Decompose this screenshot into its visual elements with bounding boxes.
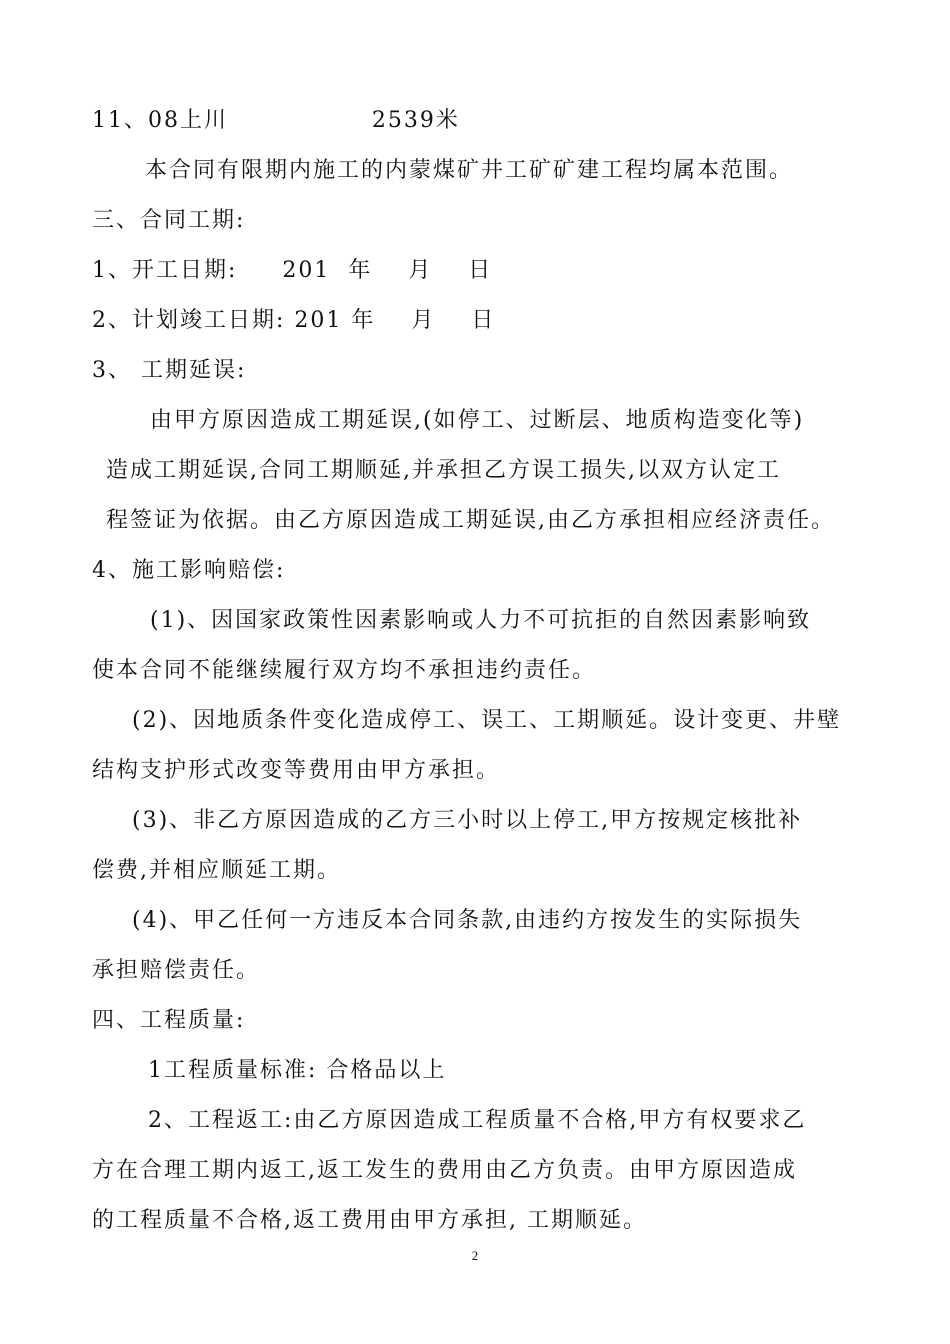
- text-line-16: 偿费,并相应顺延工期。: [92, 858, 341, 883]
- text-line-22: 方在合理工期内返工,返工发生的费用由乙方负责。由甲方原因造成: [92, 1158, 797, 1183]
- text-line-18: 承担赔偿责任。: [92, 958, 261, 983]
- text-line-2: 本合同有限期内施工的内蒙煤矿井工矿矿建工程均属本范围。: [145, 158, 794, 183]
- text-line-20: 1工程质量标准: 合格品以上: [148, 1058, 447, 1083]
- text-line-9: 程签证为依据。由乙方原因造成工期延误,由乙方承担相应经济责任。: [106, 508, 835, 533]
- text-line-21: 2、工程返工:由乙方原因造成工程质量不合格,甲方有权要求乙: [148, 1108, 807, 1133]
- text-line-7: 由甲方原因造成工期延误,(如停工、过断层、地质构造变化等): [150, 408, 805, 433]
- text-line-1: 11、08上川 2539米: [92, 108, 460, 133]
- section-heading-schedule: 三、合同工期:: [92, 208, 246, 233]
- text-line-13: (2)、因地质条件变化造成停工、误工、工期顺延。设计变更、井壁: [132, 708, 842, 733]
- text-line-5: 2、计划竣工日期: 201 年 月 日: [92, 308, 496, 333]
- text-line-4: 1、开工日期: 201 年 月 日: [92, 258, 493, 283]
- text-line-17: (4)、甲乙任何一方违反本合同条款,由违约方按发生的实际损失: [132, 908, 803, 933]
- text-line-14: 结构支护形式改变等费用由甲方承担。: [92, 758, 501, 783]
- section-heading-quality: 四、工程质量:: [92, 1008, 246, 1033]
- text-line-10: 4、施工影响赔偿:: [92, 558, 286, 583]
- page-number: 2: [471, 1248, 479, 1263]
- text-line-11: (1)、因国家政策性因素影响或人力不可抗拒的自然因素影响致: [150, 608, 812, 633]
- text-line-8: 造成工期延误,合同工期顺延,并承担乙方误工损失,以双方认定工: [106, 458, 781, 483]
- text-line-6: 3、 工期延误:: [92, 358, 247, 383]
- text-line-23: 的工程质量不合格,返工费用由甲方承担, 工期顺延。: [92, 1208, 647, 1233]
- text-line-15: (3)、非乙方原因造成的乙方三小时以上停工,甲方按规定核批补: [132, 808, 803, 833]
- text-line-12: 使本合同不能继续履行双方均不承担违约责任。: [92, 658, 597, 683]
